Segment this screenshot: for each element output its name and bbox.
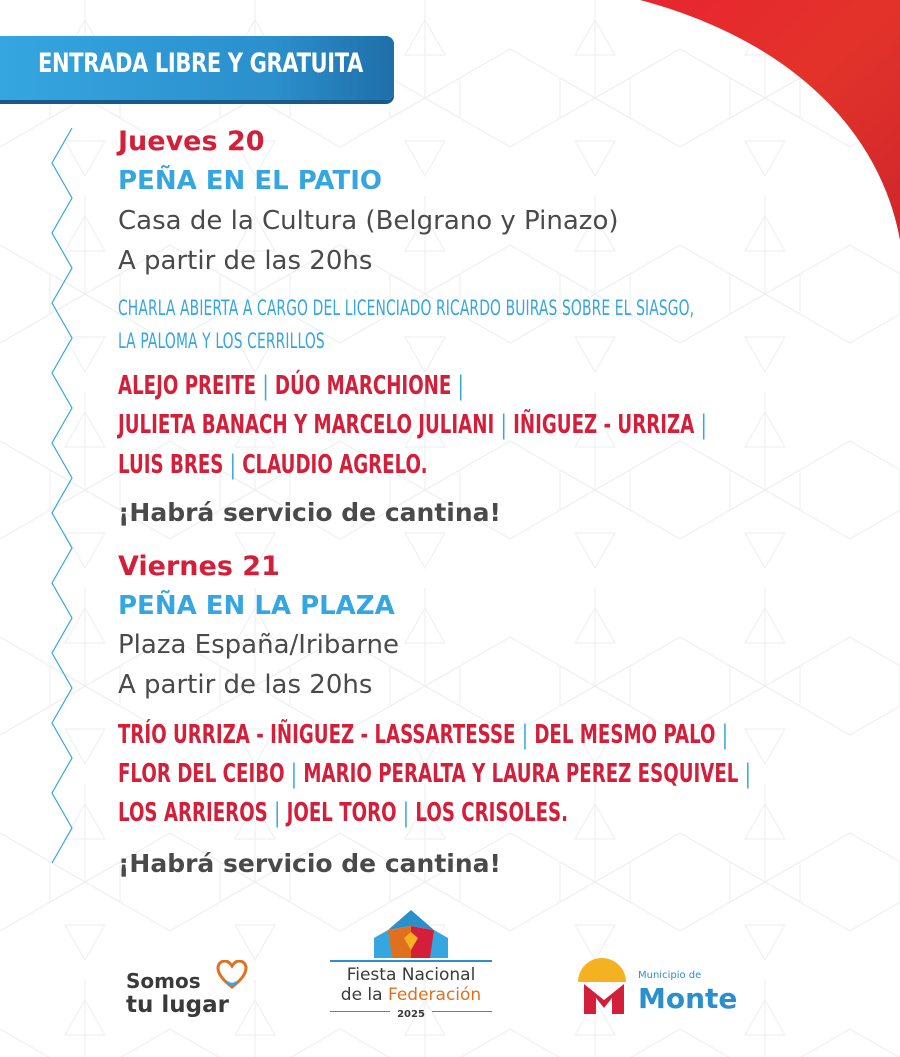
- artist-name: FLOR DEL CEIBO: [118, 759, 285, 789]
- artist-name: CLAUDIO AGRELO.: [242, 450, 428, 480]
- event-2-artists-line2: [118, 759, 751, 789]
- event-1-artists-line3: [118, 450, 428, 480]
- artist-name: DÚO MARCHIONE: [274, 371, 452, 401]
- artist-name: IÑIGUEZ - URRIZA: [513, 410, 695, 440]
- event-1-talk-line1: CHARLA ABIERTA A CARGO DEL LICENCIADO RICARDO BUIRAS SOBRE EL SIASGO,: [118, 296, 695, 320]
- separator: |: [229, 450, 236, 480]
- event-2-venue: Plaza España/Iribarne: [118, 630, 399, 660]
- event-1-title: PEÑA EN EL PATIO: [118, 166, 382, 196]
- artist-name: ALEJO PREITE: [118, 371, 257, 401]
- event-2-time: A partir de las 20hs: [118, 670, 373, 700]
- heart-icon: [216, 960, 248, 990]
- entry-banner-label: ENTRADA LIBRE Y GRATUITA: [38, 48, 363, 79]
- artist-name: LOS CRISOLES.: [415, 798, 569, 828]
- fiesta-rule: [330, 960, 492, 962]
- separator: |: [700, 410, 707, 440]
- event-1-time: A partir de las 20hs: [118, 246, 373, 276]
- municipio-small: Municipio de: [638, 970, 702, 981]
- separator: |: [402, 798, 410, 828]
- separator: |: [721, 720, 729, 750]
- artist-name: LUIS BRES: [118, 450, 224, 480]
- artist-name: TRÍO URRIZA - IÑIGUEZ - LASSARTESSE: [118, 720, 516, 750]
- municipio-monte-logo: [574, 952, 754, 1022]
- fiesta-emblem-icon: [364, 910, 458, 958]
- monte-emblem-icon: [574, 952, 634, 1018]
- fiesta-nacional-logo: [328, 910, 494, 1022]
- separator: |: [274, 798, 281, 828]
- artist-name: LOS ARRIEROS: [118, 798, 268, 828]
- event-2-day: Viernes 21: [118, 551, 280, 582]
- event-1-artists-line1: [118, 371, 464, 401]
- fiesta-line2: de la Federación: [340, 985, 482, 1005]
- artist-name: DEL MESMO PALO: [534, 720, 716, 750]
- event-2-artists-line1: [118, 720, 728, 750]
- event-1-artists-line2: [118, 410, 707, 440]
- separator: |: [744, 759, 751, 789]
- separator: |: [521, 720, 528, 750]
- artist-name: JOEL TORO: [286, 798, 397, 828]
- fiesta-year: 2025: [397, 1009, 425, 1020]
- event-1-talk-line2: LA PALOMA Y LOS CERRILLOS: [118, 329, 325, 353]
- artist-name: JULIETA BANACH Y MARCELO JULIANI: [118, 410, 495, 440]
- somos-line2: tu lugar: [126, 992, 229, 1018]
- separator: |: [457, 371, 464, 401]
- separator: |: [262, 371, 269, 401]
- somos-line1: Somos: [126, 969, 201, 993]
- event-2-artists-line3: [118, 798, 568, 828]
- event-2-title: PEÑA EN LA PLAZA: [118, 591, 395, 621]
- separator: |: [290, 759, 298, 789]
- artist-name: MARIO PERALTA Y LAURA PEREZ ESQUIVEL: [303, 759, 739, 789]
- separator: |: [500, 410, 507, 440]
- event-1-venue: Casa de la Cultura (Belgrano y Pinazo): [118, 206, 619, 236]
- event-2-cantina: ¡Habrá servicio de cantina!: [118, 849, 501, 878]
- event-1-day: Jueves 20: [118, 126, 265, 157]
- somos-tu-lugar-logo: [126, 960, 256, 1024]
- municipio-big: Monte: [638, 982, 738, 1015]
- fiesta-line1: Fiesta Nacional: [346, 965, 476, 985]
- event-1-cantina: ¡Habrá servicio de cantina!: [118, 498, 501, 527]
